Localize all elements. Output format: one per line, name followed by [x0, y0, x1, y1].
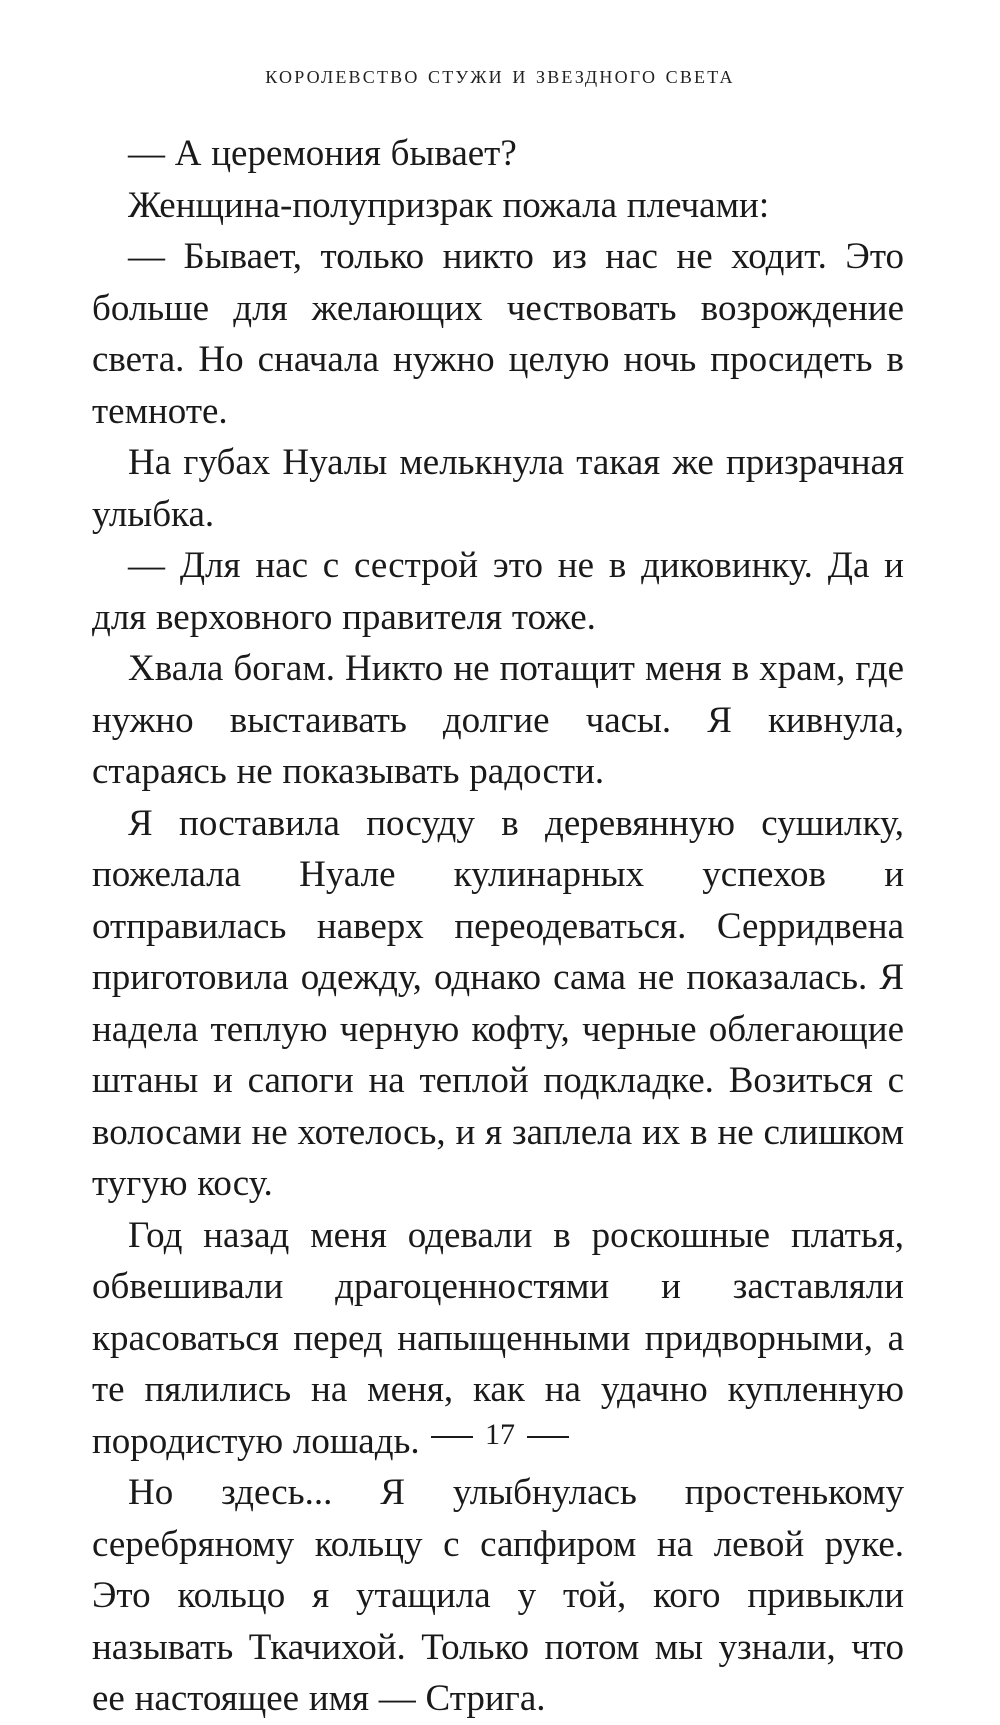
folio-dash-right	[527, 1436, 569, 1438]
paragraph: Год назад меня одевали в роскошные платья, обвешивали драгоценностями и заставляли красоваться перед напыщенными придворными, а те пялились на меня, как на удачно купленную породистую лошадь.	[92, 1214, 904, 1462]
paragraph: Я поставила посуду в деревянную сушилку, пожелала Нуале кулинарных успехов и отправилась наверх переодеваться. Серридвена приготовила одежду, однако сама не показалась. Я надела теплую черную кофту, черные облегающие штаны и сапоги на теплой подкладке. Возиться с волосами не хотелось, и я заплела их в не слишком тугую косу.	[92, 802, 904, 1204]
page-folio	[0, 1418, 1000, 1452]
running-head: королевство стужи и звездного света	[265, 62, 735, 89]
paragraph: Хвала богам. Никто не потащит меня в храм, где нужно выстаивать долгие часы. Я кивнула, стараясь не показывать радости.	[92, 648, 904, 792]
paragraph: Но здесь... Я улыбнулась простенькому серебряному кольцу с сапфиром на левой руке. Это кольцо я утащила у той, кого привыкли называть Ткачихой. Только потом мы узнали, что ее настоящее имя — Стрига.	[92, 1472, 904, 1719]
page-number: 17	[485, 1418, 515, 1451]
paragraph: — А церемония бывает?	[128, 133, 517, 174]
body-text	[92, 128, 904, 1725]
paragraph: На губах Нуалы мелькнула такая же призрачная улыбка.	[92, 442, 904, 535]
paragraph: Женщина-полупризрак пожала плечами:	[128, 184, 770, 226]
folio-dash-left	[431, 1436, 473, 1438]
paragraph: — Бывает, только никто из нас не ходит. Это больше для желающих чествовать возрождение света. Но сначала нужно целую ночь просидеть в темноте.	[92, 236, 904, 432]
paragraph: — Для нас с сестрой это не в диковинку. Да и для верховного правителя тоже.	[92, 545, 904, 638]
